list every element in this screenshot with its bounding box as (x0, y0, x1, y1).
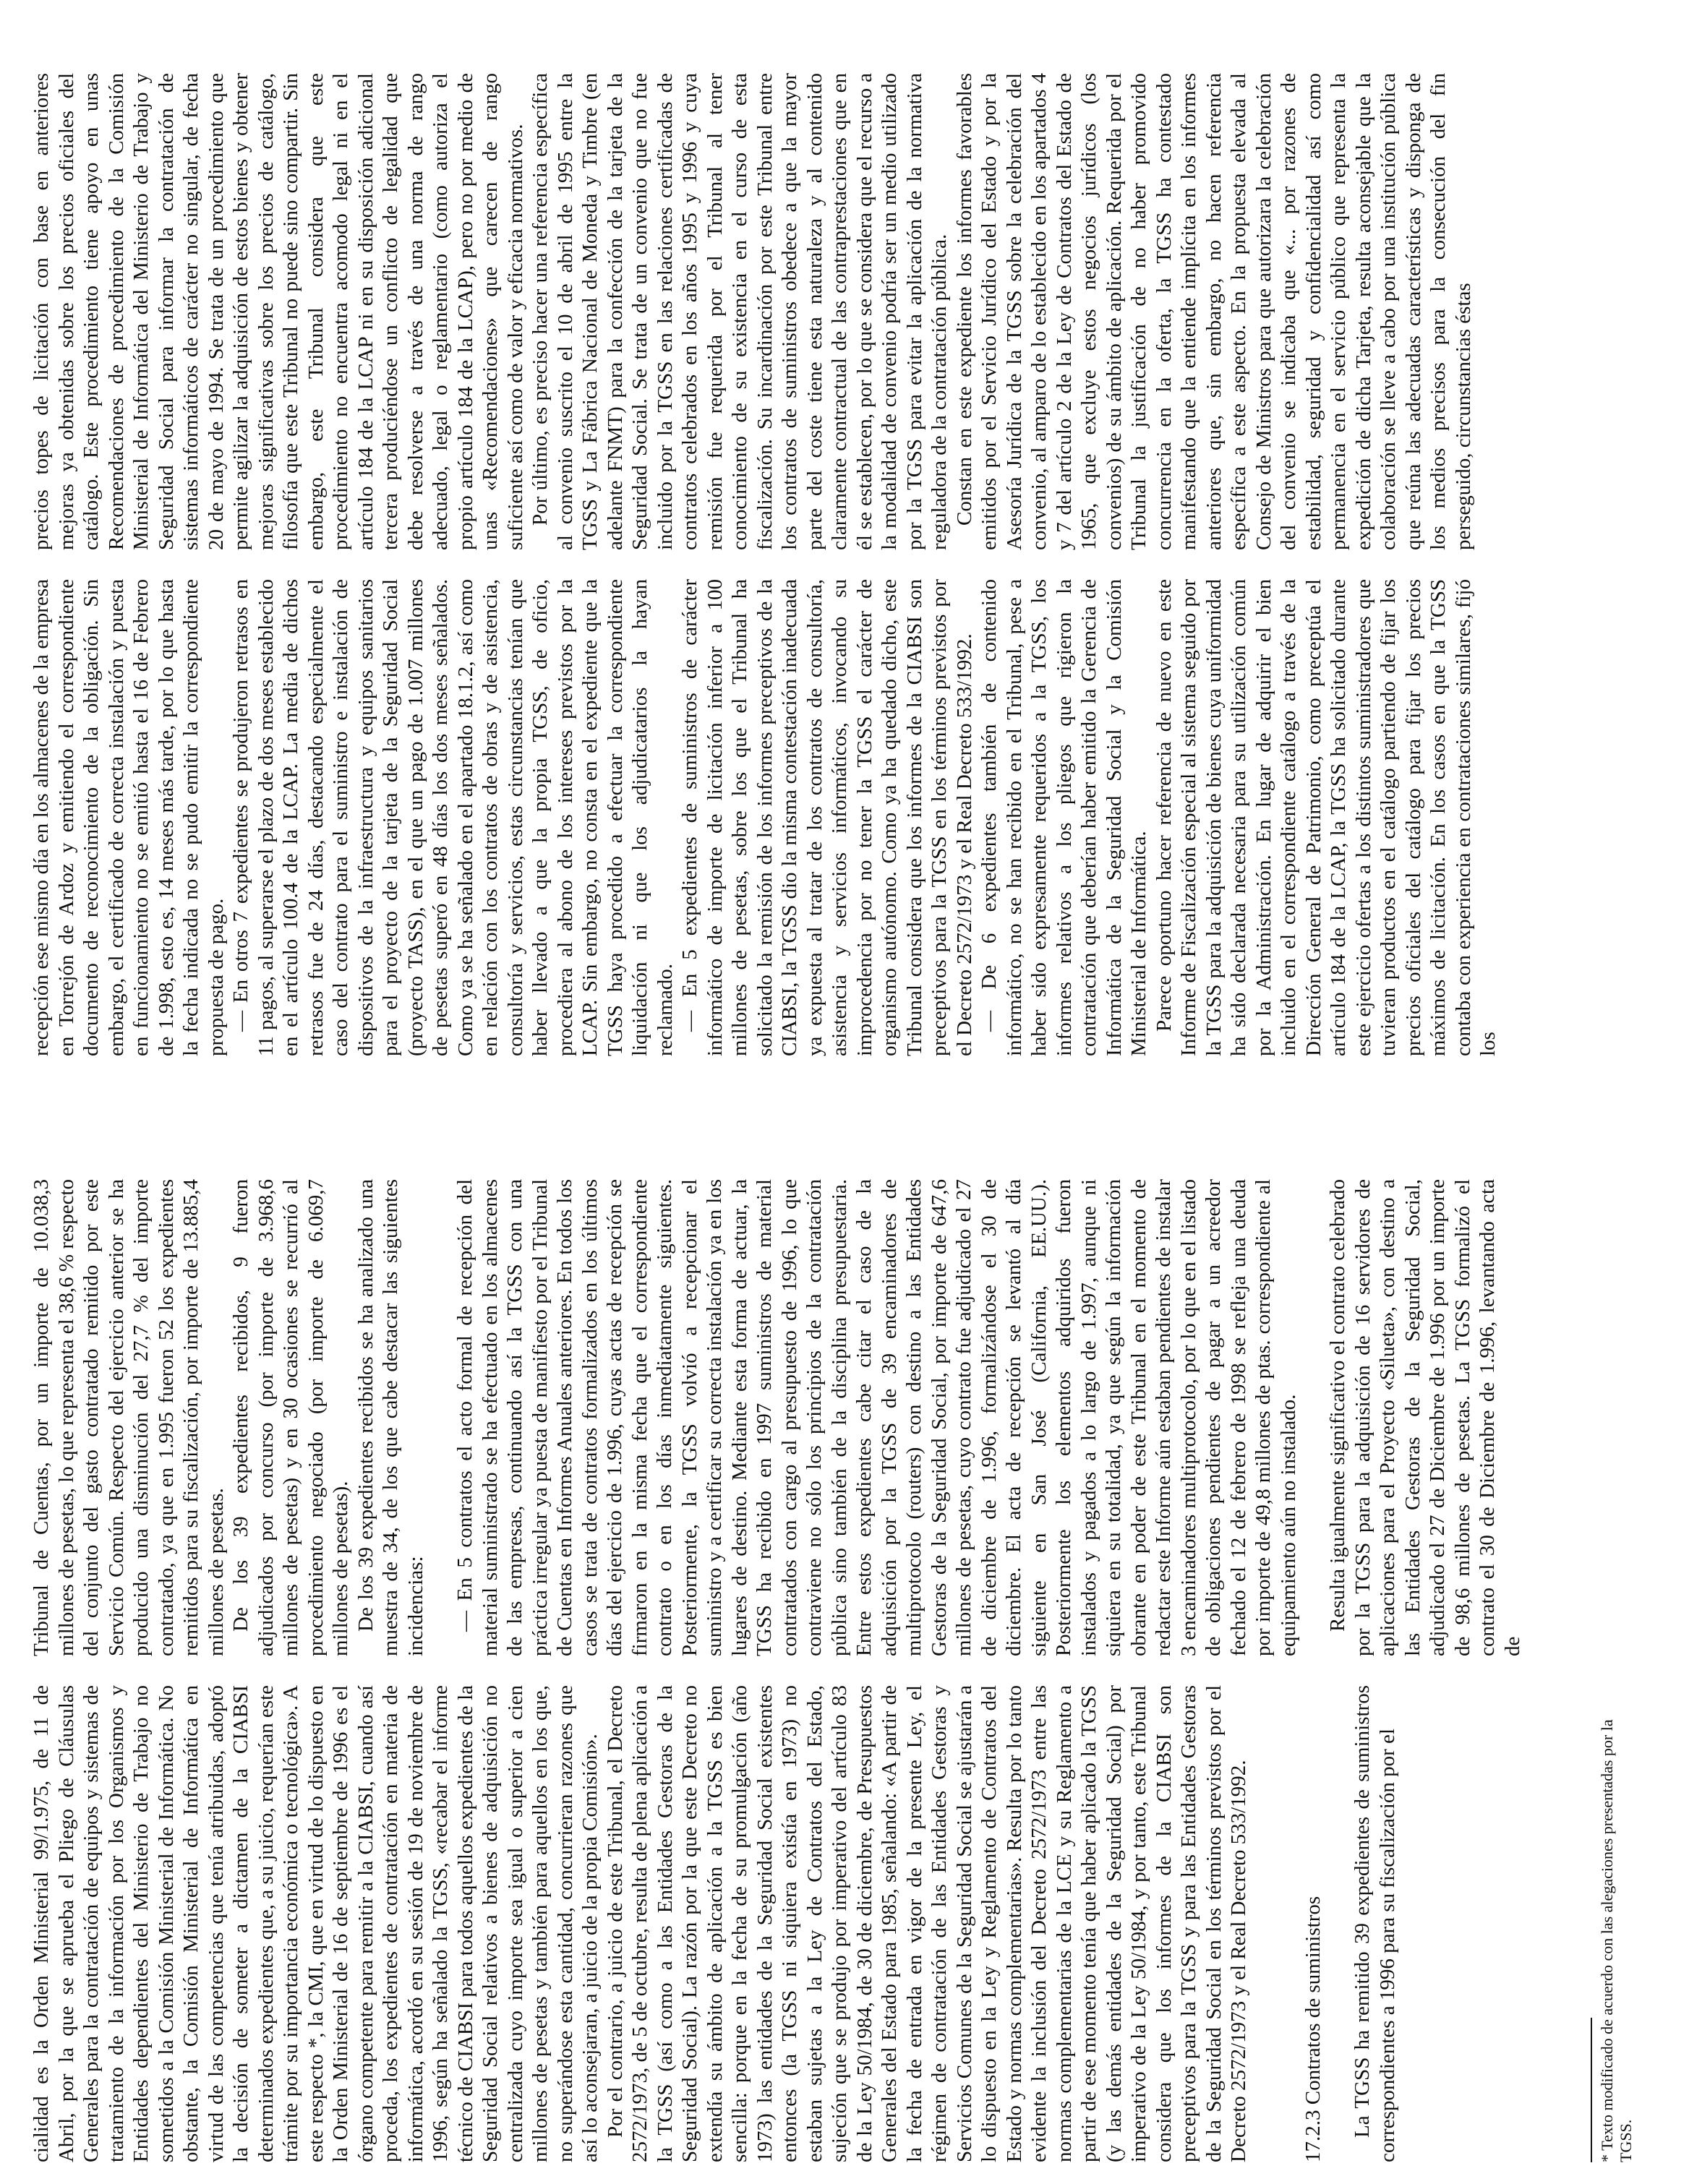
paragraph: recepción ese mismo día en los almacenes de la empresa en Torrejón de Ardoz y emitiendo el correspondiente documento de reconocimiento de la obligación. Sin embargo, el certificado de correcta instalación y puesta en funcionamiento no se emitió hasta el 16 de Febrero de 1.998, esto es, 14 meses más tarde, por lo que hasta la fecha indicada no se pudo emitir la correspondiente propuesta de pago. (30, 579, 228, 1056)
section-heading: 17.2.3 Contratos de suministros (1301, 1896, 1325, 2162)
footnote-divider (1591, 2018, 1592, 2162)
column-4 (29, 73, 1634, 550)
paragraph: — De 6 expedientes también de contenido informático, no se han recibido en el Tribunal, pese a haber sido expresamente requeridos a la TGSS, los informes relativos a los pliegos que rigieron la contratación que deberían haber emitido la Gerencia de Informática de la Seguridad Social y la Comisión Ministerial de Informática. (978, 579, 1150, 1056)
paragraph: Por último, es preciso hacer una referencia específica al convenio suscrito el 10 de abril de 1995 entre la TGSS y La Fábrica Nacional de Moneda y Timbre (en adelante FNMT) para la confección de la tarjeta de la Seguridad Social. Se trata de un convenio que no fue incluido por la TGSS en las relaciones certificadas de contratos celebrados en los años 1995 y 1996 y cuya remisión fue requerida por el Tribunal al tener conocimiento de su existencia en el curso de esta fiscalización. Su incardinación por este Tribunal entre los contratos de suministros obedece a que la mayor parte del coste tiene esta naturaleza y al contenido claramente contractual de las contraprestaciones que en él se establecen, por lo que se considera que el recurso a la modalidad de convenio podría ser un medio utilizado por la TGSS para evitar la aplicación de la normativa reguladora de la contratación pública. (529, 73, 951, 550)
paragraph: De los 39 expedientes recibidos se ha analizado una muestra de 34, de los que cabe destacar las siguientes incidencias: (354, 1179, 427, 1656)
paragraph: cialidad es la Orden Ministerial 99/1.975, de 11 de Abril, por la que se aprueba el Pliego de Cláusulas Generales para la contratación de equipos y sistemas de tratamiento de la información por los Organismos y Entidades dependientes del Ministerio de Trabajo no sometidos a la Comisión Ministerial de Informática. No obstante, la Comisión Ministerial de Informática en virtud de las competencias que tenía atribuidas, adoptó la decisión de someter a dictamen de la CIABSI determinados expedientes que, a su juicio, requerían este trámite por su importancia económica o tecnológica». A este respecto *, la CMI, que en virtud de lo dispuesto en la Orden Ministerial de 16 de septiembre de 1996 es el órgano competente para remitir a la CIABSI, cuando así proceda, los expedientes de contratación en materia de informática, acordó en su sesión de 19 de noviembre de 1996, según ha señalado la TGSS, «recabar el informe técnico de CIABSI para todos aquellos expedientes de la Seguridad Social relativos a bienes de adquisición no centralizada cuyo importe sea igual o superior a cien millones de pesetas y también para aquellos en los que, no superándose esta cantidad, concurrieran razones que así lo aconsejaran, a juicio de la propia Comisión». (30, 1685, 602, 2162)
column-2 (29, 1179, 1634, 1656)
paragraph: — En 5 contratos el acto formal de recepción del material suministrado se ha efectuado en los almacenes de las empresas, continuando así la TGSS con una práctica irregular ya puesta de manifiesto por el Tribunal de Cuentas en Informes Anuales anteriores. En todos los casos se trata de contratos formalizados en los últimos días del ejercicio de 1.996, cuyas actas de recepción se firmaron en la misma fecha que el correspondiente contrato o en los días inmediatamente siguientes. Posteriormente, la TGSS volvió a recepcionar el suministro y a certificar su correcta instalación ya en los lugares de destino. Mediante esta forma de actuar, la TGSS ha recibido en 1997 suministros de material contratados con cargo al presupuesto de 1996, lo que contraviene no sólo los principios de la contratación pública sino también de la disciplina presupuestaria. Entre estos expedientes cabe citar el caso de la adquisición por la TGSS de 39 encaminadores de multiprotocolo (routers) con destino a las Entidades Gestoras de la Seguridad Social, por importe de 647,6 millones de pesetas, cuyo contrato fue adjudicado el 27 de diciembre de 1.996, formalizándose el 30 de diciembre. El acta de recepción se levantó al día siguiente en San José (California, EE.UU.). Posteriormente los elementos adquiridos fueron instalados y pagados a lo largo de 1.997, aunque ni siquiera en su totalidad, ya que según la información obrante en poder de este Tribunal en el momento de redactar este Informe aún estaban pendientes de instalar 3 encaminadores multiprotocolo, por lo que en el listado de obligaciones pendientes de pagar a un acreedor fechado el 12 de febrero de 1998 se refleja una deuda por importe de 49,8 millones de ptas. correspondiente al equipamiento aún no instalado. (453, 1179, 1300, 1656)
paragraph: — En otros 7 expedientes se produjeron retrasos en 11 pagos, al superarse el plazo de dos meses establecido en el artículo 100.4 de la LCAP. La media de dichos retrasos fue de 24 días, destacando especialmente el caso del contrato para el suministro e instalación de dispositivos de la infraestructura y equipos sanitarios para el proyecto de la tarjeta de la Seguridad Social (proyecto TASS), en el que un pago de 1.007 millones de pesetas superó en 48 días los dos meses señalados. Como ya se ha señalado en el apartado 18.1.2, así como en relación con los contratos de obras y de asistencia, consultoría y servicios, estas circunstancias tenían que haber llevado a que la propia TGSS, de oficio, procediera al abono de los intereses previstos por la LCAP. Sin embargo, no consta en el expediente que la TGSS haya procedido a efectuar la correspondiente liquidación ni que los adjudicatarios la hayan reclamado. (229, 579, 677, 1056)
paragraph: — En 5 expedientes de suministros de carácter informático de importe de licitación inferior a 100 millones de pesetas, sobre los que el Tribunal ha solicitado la remisión de los informes preceptivos de la CIABSI, la TGSS dio la misma contestación inadecuada ya expuesta al tratar de los contratos de consultoría, asistencia y servicios informáticos, invocando su improcedencia por no tener la TGSS el carácter de organismo autónomo. Como ya ha quedado dicho, este Tribunal considera que los informes de la CIABSI son preceptivos para la TGSS en los términos previstos por el Decreto 2572/1973 y el Real Decreto 533/1992. (678, 579, 976, 1056)
paragraph: Por el contrario, a juicio de este Tribunal, el Decreto 2572/1973, de 5 de octubre, resulta de plena aplicación a la TGSS (así como a las Entidades Gestoras de la Seguridad Social). La razón por la que este Decreto no extendía su ámbito de aplicación a la TGSS es bien sencilla: porque en la fecha de su promulgación (año 1973) las entidades de la Seguridad Social existentes entonces (la TGSS ni siquiera existía en 1973) no estaban sujetas a la Ley de Contratos del Estado, sujeción que se produjo por imperativo del artículo 83 de la Ley 50/1984, de 30 de diciembre, de Presupuestos Generales del Estado para 1985, señalando: «A partir de la fecha de entrada en vigor de la presente Ley, el régimen de contratación de las Entidades Gestoras y Servicios Comunes de la Seguridad Social se ajustarán a lo dispuesto en la Ley y Reglamento de Contratos del Estado y normas complementarias». Resulta por lo tanto evidente la inclusión del Decreto 2572/1973 entre las normas complementarias de la LCE y su Reglamento a partir de ese momento tenía que haber aplicado la TGSS (y las demás entidades de la Seguridad Social) por imperativo de la Ley 50/1984, y por tanto, este Tribunal considera que los informes de la CIABSI son preceptivos para la TGSS y para las Entidades Gestoras de la Seguridad Social en los términos previstos por el Decreto 2572/1973 y el Real Decreto 533/1992. (603, 1685, 1250, 2162)
paragraph: Parece oportuno hacer referencia de nuevo en este Informe de Fiscalización especial al sistema seguido por la TGSS para la adquisición de bienes cuya uniformidad ha sido declarada necesaria para su utilización común por la Administración. En lugar de adquirir el bien incluido en el correspondiente catálogo a través de la Dirección General de Patrimonio, como preceptúa el artículo 184 de la LCAP, la TGSS ha solicitado durante este ejercicio ofertas a los distintos suministradores que tuvieran productos en el catálogo partiendo de fijar los precios oficiales del catálogo para fijar los precios máximos de licitación. En los casos en que la TGSS contaba con experiencia en contrataciones similares, fijó los (1152, 579, 1500, 1056)
paragraph: Resulta igualmente significativo el contrato celebrado por la TGSS para la adquisición de 16 servidores de aplicaciones para el Proyecto «Silueta», con destino a las Entidades Gestoras de la Seguridad Social, adjudicado el 27 de Diciembre de 1.996 por un importe de 98,6 millones de pesetas. La TGSS formalizó el contrato el 30 de Diciembre de 1.996, levantando acta de (1326, 1179, 1524, 1656)
column-1 (29, 1685, 1634, 2162)
paragraph: Constan en este expediente los informes favorables emitidos por el Servicio Jurídico del Estado y por la Asesoría Jurídica de la TGSS sobre la celebración del convenio, al amparo de lo establecido en los apartados 4 y 7 del artículo 2 de la Ley de Contratos del Estado de 1965, que excluye estos negocios jurídicos (los convenios) de su ámbito de aplicación. Requerida por el Tribunal la justificación de no haber promovido concurrencia en la oferta, la TGSS ha contestado manifestando que la entiende implícita en los informes anteriores que, sin embargo, no hacen referencia específica a este aspecto. En la propuesta elevada al Consejo de Ministros para que autorizara la celebración del convenio se indicaba que «... por razones de estabilidad, seguridad y confidencialidad así como permanencia en el servicio público que representa la expedición de dicha Tarjeta, resulta aconsejable que la colaboración se lleve a cabo por una institución pública que reúna las adecuadas características y disponga de los medios precisos para la consecución del fin perseguido, circunstancias éstas (952, 73, 1475, 550)
footnote: * Texto modificado de acuerdo con las alegaciones presentadas por la TGSS. (1598, 1719, 1635, 2162)
paragraph: La TGSS ha remitido 39 expedientes de suministros correspondientes a 1996 para su fiscalización por el (1351, 1685, 1399, 2162)
column-3 (29, 579, 1634, 1056)
paragraph: precios topes de licitación con base en anteriores mejoras ya obtenidas sobre los precios oficiales del catálogo. Este procedimiento tiene apoyo en unas Recomendaciones de procedimiento de la Comisión Ministerial de Informática del Ministerio de Trabajo y Seguridad Social para informar la contratación de sistemas informáticos de carácter no singular, de fecha 20 de mayo de 1994. Se trata de un procedimiento que permite agilizar la adquisición de estos bienes y obtener mejoras significativas sobre los precios de catálogo, filosofía que este Tribunal no puede sino compartir. Sin embargo, este Tribunal considera que este procedimiento no encuentra acomodo legal ni en el artículo 184 de la LCAP ni en su disposición adicional tercera produciéndose un conflicto de legalidad que debe resolverse a través de una norma de rango adecuado, legal o reglamentario (como autoriza el propio artículo 184 de la LCAP), pero no por medio de unas «Recomendaciones» que carecen de rango suficiente así como de valor y eficacia normativos. (30, 73, 527, 550)
paragraph: De los 39 expedientes recibidos, 9 fueron adjudicados por concurso (por importe de 3.968,6 millones de pesetas) y en 30 ocasiones se recurrió al procedimiento negociado (por importe de 6.069,7 millones de pesetas). (229, 1179, 352, 1656)
paragraph: Tribunal de Cuentas, por un importe de 10.038,3 millones de pesetas, lo que representa el 38,6 % respecto del conjunto del gasto contratado remitido por este Servicio Común. Respecto del ejercicio anterior se ha producido una disminución del 27,7 % del importe contratado, ya que en 1.995 fueron 52 los expedientes remitidos para su fiscalización, por importe de 13.885,4 millones de pesetas. (30, 1179, 228, 1656)
